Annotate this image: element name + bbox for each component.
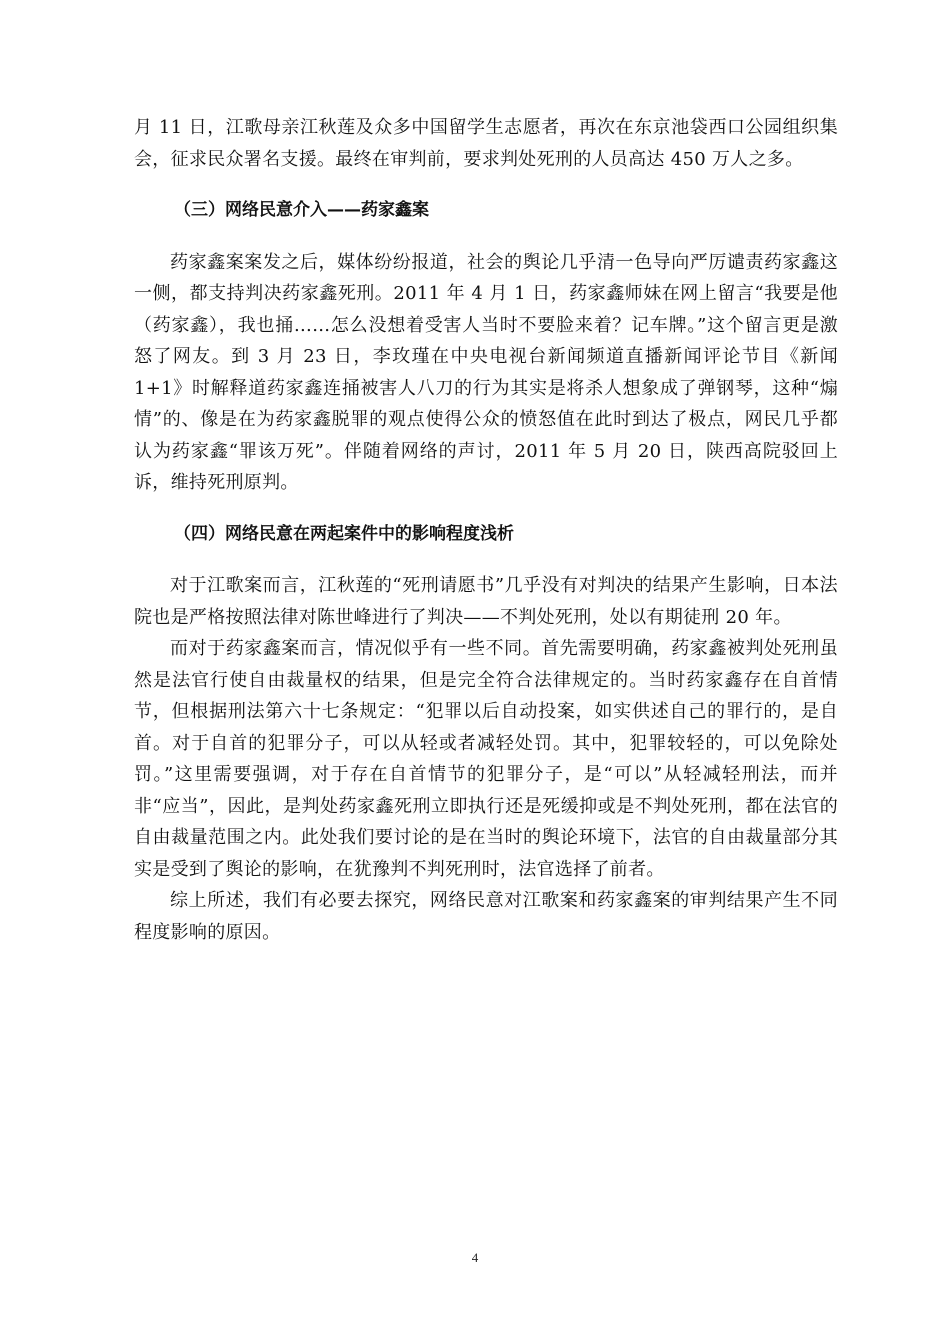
section-heading-3: （三）网络民意介入——药家鑫案 [174, 200, 429, 220]
paragraph-jiangge-analysis: 对于江歌案而言，江秋莲的“死刑请愿书”几乎没有对判决的结果产生影响，日本法院也是严格按照法律对陈世峰进行了判决——不判处死刑，处以有期徒刑 20 年。 [134, 575, 838, 628]
paragraph-yaojiaxin-analysis: 而对于药家鑫案而言，情况似乎有一些不同。首先需要明确，药家鑫被判处死刑虽然是法官行使自由裁量权的结果，但是完全符合法律规定的。当时药家鑫存在自首情节，但根据刑法第六十七条规定：“犯罪以后自动投案，如实供述自己的罪行的，是自首。对于自首的犯罪分子，可以从轻或者减轻处罚。其中，犯罪较轻的，可以免除处罚。”这里需要强调，对于存在自首情节的犯罪分子，是“可以”从轻减轻刑法，而并非“应当”，因此，是判处药家鑫死刑立即执行还是死缓抑或是不判处死刑，都在法官的自由裁量范围之内。此处我们要讨论的是在当时的舆论环境下，法官的自由裁量部分其实是受到了舆论的影响，在犹豫判不判死刑时，法官选择了前者。 [134, 638, 838, 880]
page-number: 4 [471, 1250, 479, 1265]
paragraph-conclusion: 综上所述，我们有必要去探究，网络民意对江歌案和药家鑫案的审判结果产生不同程度影响的原因。 [134, 890, 838, 943]
paragraph-yaojiaxin-case: 药家鑫案案发之后，媒体纷纷报道，社会的舆论几乎清一色导向严厉谴责药家鑫这一侧，都支持判决药家鑫死刑。2011 年 4 月 1 日，药家鑫师妹在网上留言“我要是他（药家鑫），我也捅……怎么没想着受害人当时不要脸来着？记车牌。”这个留言更是激怒了网友。到 3 月 23 日，李玫瑾在中央电视台新闻频道直播新闻评论节目《新闻 1+1》时解释道药家鑫连捅被害人八刀的行为其实是将杀人想象成了弹钢琴，这种“煽情”的、像是在为药家鑫脱罪的观点使得公众的愤怒值在此时到达了极点，网民几乎都认为药家鑫“罪该万死”。伴随着网络的声讨，2011 年 5 月 20 日，陕西高院驳回上诉，维持死刑原判。 [134, 251, 838, 493]
paragraph-continuation: 月 11 日，江歌母亲江秋莲及众多中国留学生志愿者，再次在东京池袋西口公园组织集会，征求民众署名支援。最终在审判前，要求判处死刑的人员高达 450 万人之多。 [134, 117, 838, 170]
section-heading-4: （四）网络民意在两起案件中的影响程度浅析 [174, 523, 514, 544]
document-body [134, 112, 838, 948]
